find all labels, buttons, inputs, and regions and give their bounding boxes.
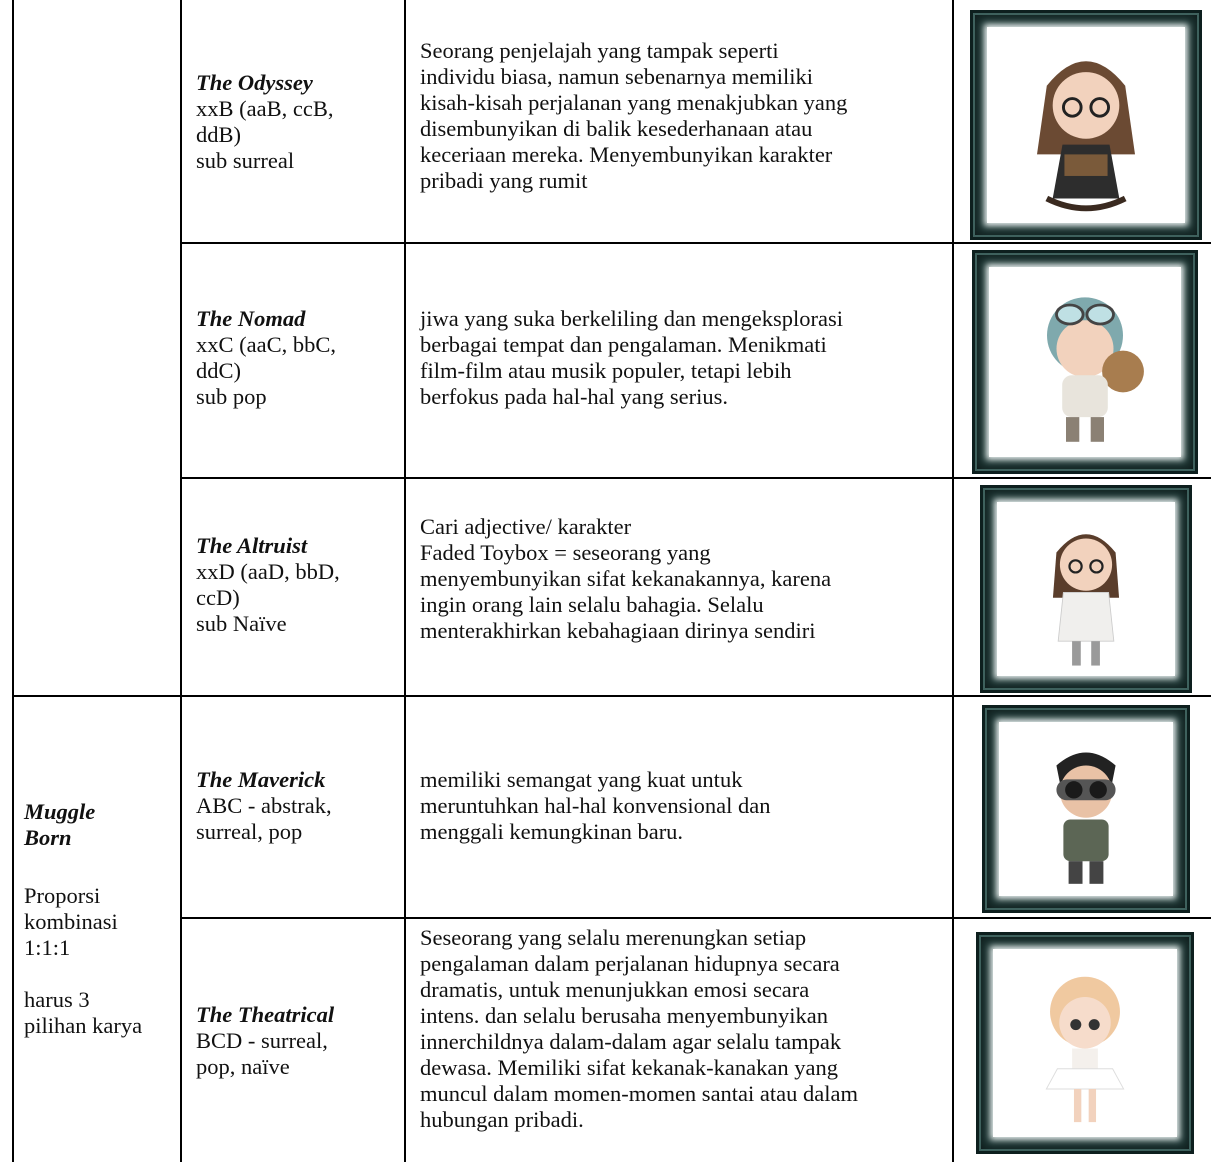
table-divider-3 [952, 0, 954, 1162]
description-altruist: Cari adjective/ karakter Faded Toybox = seseorang yang menyembunyikan sifat kekanakannya, karena ingin orang lain selalu bahagia. Selalu menterakhirkan kebahagiaan dirinya sendiri [420, 514, 832, 643]
description-odyssey: Seorang penjelajah yang tampak seperti individu biasa, namun sebenarnya memiliki kisah-kisah perjalanan yang menakjubkan yang disembunyikan di balik kesederhanaan atau keceriaan mereka. Menyembunyikan karakter pribadi yang rumit [420, 38, 848, 193]
character-image-odyssey [970, 10, 1202, 240]
group-title: Muggle Born [24, 799, 96, 850]
description-nomad: jiwa yang suka berkeliling dan mengeksplorasi berbagai tempat dan pengalaman. Menikmati film-film atau musik populer, tetapi lebih berfokus pada hal-hal yang serius. [420, 306, 844, 409]
type-name: The Theatrical [196, 1002, 335, 1027]
character-image-nomad [972, 250, 1198, 474]
type-name: The Altruist [196, 533, 308, 558]
character-image-theatrical [976, 932, 1194, 1154]
type-name: The Maverick [196, 767, 326, 792]
type-cell-maverick: The Maverick ABC - abstrak, surreal, pop [196, 767, 396, 845]
row-border [180, 477, 1211, 479]
type-name: The Odyssey [196, 70, 313, 95]
table-border-left [12, 0, 14, 1162]
table-divider-2 [404, 0, 406, 1162]
table-divider-1 [180, 0, 182, 1162]
group-note: Proporsi kombinasi 1:1:1 [24, 883, 118, 960]
description-maverick: memiliki semangat yang kuat untuk meruntuhkan hal-hal konvensional dan menggali kemungkinan baru. [420, 767, 771, 844]
description-theatrical: Seseorang yang selalu merenungkan setiap pengalaman dalam perjalanan hidupnya secara dramatis, untuk menunjukkan emosi secara intens. dan selalu berusaha menyembunyikan innerchildnya dalam-dalam agar selalu tampak dewasa. Memiliki sifat kekanak-kanakan yang muncul dalam momen-momen santai atau dalam hubungan pribadi. [420, 925, 858, 1132]
type-cell-altruist: The Altruist xxD (aaD, bbD, ccD) sub Naïve [196, 533, 396, 637]
character-image-altruist [980, 485, 1192, 693]
row-border [180, 242, 1211, 244]
group-extra: harus 3 pilihan karya [24, 987, 143, 1038]
type-cell-nomad: The Nomad xxC (aaC, bbC, ddC) sub pop [196, 306, 396, 410]
row-border [12, 695, 1211, 697]
type-name: The Nomad [196, 306, 306, 331]
type-cell-theatrical: The Theatrical BCD - surreal, pop, naïve [196, 1002, 396, 1080]
group-cell [24, 799, 174, 1039]
type-cell-odyssey: The Odyssey xxB (aaB, ccB, ddB) sub surreal [196, 70, 396, 174]
character-image-maverick [982, 705, 1190, 913]
row-border [180, 917, 1211, 919]
